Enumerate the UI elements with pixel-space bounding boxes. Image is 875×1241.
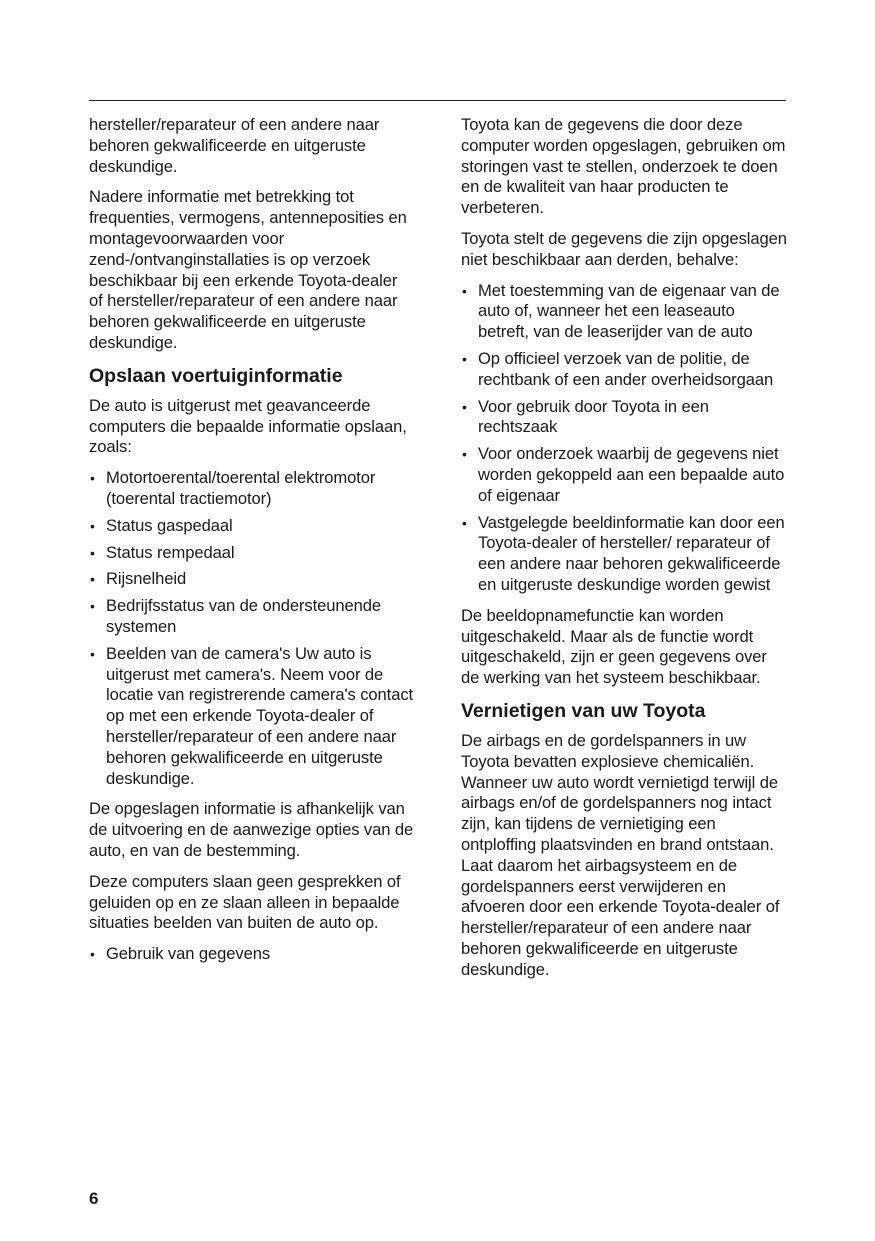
paragraph: Toyota stelt de gegevens die zijn opgeslagen niet beschikbaar aan derden, behalve:	[461, 228, 787, 269]
page-number: 6	[89, 1189, 99, 1208]
paragraph: De airbags en de gordelspanners in uw Toyota bevatten explosieve chemicaliën. Wanneer uw auto wordt vernietigd terwijl de airbags en/of de gordelspanners nog intact zijn, kan tijdens de vernietiging een ontploffing plaatsvinden en brand ontstaan. Laat daarom het airbagsysteem en de gordelspanners eerst verwijderen en afvoeren door een erkende Toyota-dealer of hersteller/reparateur of een andere naar behoren gekwalificeerde en uitgeruste deskundige.	[461, 730, 780, 979]
paragraph: Nadere informatie met betrekking tot frequenties, vermogens, antenneposities en montagevoorwaarden voor zend-/ontvanginstallaties is op verzoek beschikbaar bij een erkende Toyota-dealer of hersteller/reparateur of een andere naar behoren gekwalificeerde en uitgeruste deskundige.	[89, 187, 407, 352]
list-item: • Gebruik van gegevens	[89, 944, 415, 965]
section-heading: Opslaan voertuiginformatie	[89, 364, 343, 387]
paragraph: De beeldopnamefunctie kan worden uitgeschakeld. Maar als de functie wordt uitgeschakeld, zijn er geen gegevens over de werking van het systeem beschikbaar.	[461, 605, 767, 688]
list-item: • Vastgelegde beeldinformatie kan door een Toyota-dealer of hersteller/ reparateur of een andere naar behoren gekwalificeerde en uitgeruste deskundige worden gewist	[461, 513, 787, 596]
left-column	[89, 115, 415, 975]
list-item: • Voor onderzoek waarbij de gegevens niet worden gekoppeld aan een bepaalde auto of eigenaar	[461, 444, 787, 506]
list-item: • Motortoerental/toerental elektromotor (toerental tractiemotor)	[89, 468, 415, 510]
list-item: • Bedrijfsstatus van de ondersteunende systemen	[89, 596, 415, 638]
bullet-list	[461, 281, 787, 596]
paragraph: De opgeslagen informatie is afhankelijk van de uitvoering en de aanwezige opties van de auto, en van de bestemming.	[89, 799, 414, 860]
right-column	[461, 115, 787, 990]
list-item: • Status rempedaal	[89, 543, 415, 564]
list-item: • Voor gebruik door Toyota in een rechtszaak	[461, 397, 787, 439]
paragraph: Deze computers slaan geen gesprekken of geluiden op en ze slaan alleen in bepaalde situaties beelden van buiten de auto op.	[89, 871, 401, 933]
section-heading: Vernietigen van uw Toyota	[461, 699, 706, 722]
list-item: • Beelden van de camera's Uw auto is uitgerust met camera's. Neem voor de locatie van registrerende camera's contact op met een erkende Toyota-dealer of hersteller/reparateur of een andere naar behoren gekwalificeerde en uitgeruste deskundige.	[89, 644, 415, 790]
paragraph: hersteller/reparateur of een andere naar behoren gekwalificeerde en uitgeruste deskundige.	[89, 115, 380, 176]
list-item: • Op officieel verzoek van de politie, de rechtbank of een ander overheidsorgaan	[461, 349, 787, 391]
list-item: • Status gaspedaal	[89, 516, 415, 537]
list-item: • Rijsnelheid	[89, 569, 415, 590]
bullet-list	[89, 944, 415, 965]
paragraph: Toyota kan de gegevens die door deze computer worden opgeslagen, gebruiken om storingen vast te stellen, onderzoek te doen en de kwaliteit van haar producten te verbeteren.	[461, 115, 786, 218]
bullet-list	[89, 468, 415, 789]
paragraph: De auto is uitgerust met geavanceerde computers die bepaalde informatie opslaan, zoals:	[89, 395, 407, 457]
list-item: • Met toestemming van de eigenaar van de auto of, wanneer het een leaseauto betreft, van de leaserijder van de auto	[461, 281, 787, 343]
top-rule	[89, 100, 786, 101]
